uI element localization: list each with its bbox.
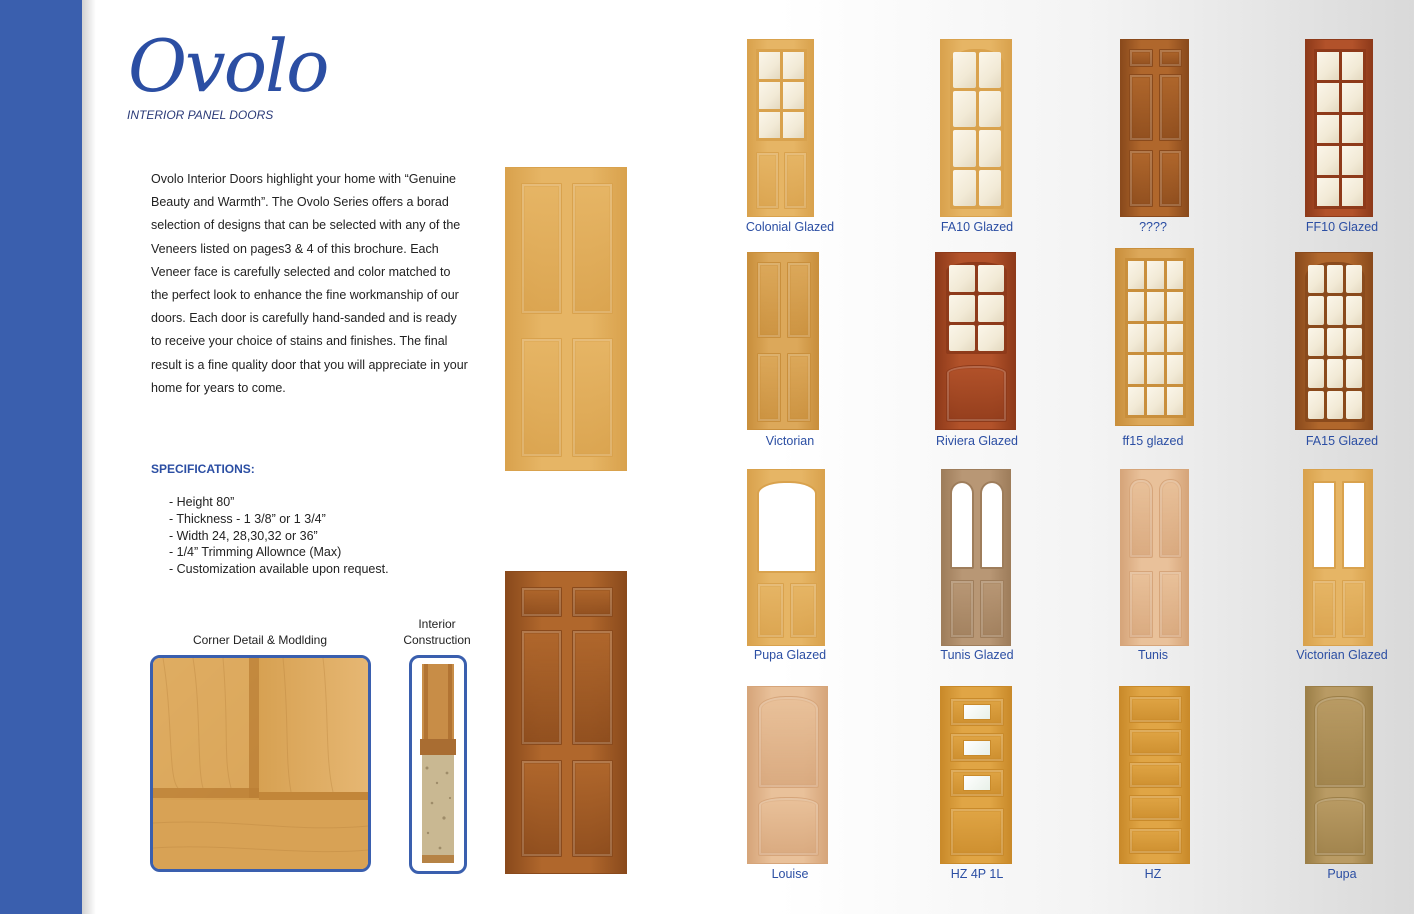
- glass-pane: [1308, 328, 1324, 356]
- door-label: Victorian Glazed: [1296, 648, 1388, 662]
- glass-pane: [1342, 52, 1364, 80]
- glass-pane: [1342, 83, 1364, 111]
- door-panel: [950, 580, 974, 638]
- glass-pane: [978, 325, 1004, 352]
- glass-pane: [1327, 359, 1343, 387]
- door-glass-grid: [1125, 258, 1186, 418]
- door-glass: [1312, 481, 1336, 570]
- door-panel: [758, 696, 819, 789]
- glass-pane: [1147, 292, 1163, 320]
- door-image: [747, 469, 825, 646]
- glass-pane: [759, 112, 780, 139]
- door-panel: [784, 152, 807, 209]
- door-image: [935, 252, 1016, 430]
- door-panel: [572, 760, 613, 857]
- door-label: FA10 Glazed: [940, 220, 1014, 234]
- glass-pane: [1346, 296, 1362, 324]
- door-panel: [1312, 580, 1336, 638]
- door-panel: [1129, 795, 1182, 822]
- spec-item: - Customization available upon request.: [169, 562, 389, 577]
- interior-label-line2: Construction: [403, 633, 471, 647]
- door-label: Tunis Glazed: [940, 648, 1014, 662]
- glass-pane: [1147, 261, 1163, 289]
- door-panel: [1159, 479, 1183, 559]
- glass-pane: [759, 52, 780, 79]
- door-image: [747, 39, 814, 217]
- door-label: Louise: [771, 867, 809, 881]
- door-image: [1305, 39, 1373, 217]
- door-glass: [757, 481, 817, 573]
- brand-subtitle: INTERIOR PANEL DOORS: [127, 108, 274, 122]
- door-panel: [1129, 74, 1153, 142]
- door-glass: [1342, 481, 1366, 570]
- glass-pane: [1308, 359, 1324, 387]
- construction-cross-section-graphic: [412, 658, 464, 871]
- door-label: Victorian: [765, 434, 815, 448]
- door-image: [1119, 686, 1190, 864]
- interior-construction-image: [409, 655, 467, 874]
- door-panel: [946, 365, 1007, 422]
- featured-door-six-panel: [505, 571, 627, 874]
- door-glass-grid: [1314, 49, 1366, 209]
- door-glass-grid: [950, 49, 1004, 209]
- glass-pane: [1128, 387, 1144, 415]
- door-glass: [963, 775, 992, 791]
- wood-corner-graphic: [153, 658, 368, 869]
- door-panel: [521, 587, 562, 617]
- interior-construction-label: [395, 616, 479, 648]
- specifications-heading: SPECIFICATIONS:: [151, 462, 255, 476]
- door-panel: [521, 630, 562, 745]
- glass-pane: [979, 170, 1002, 206]
- door-panel: [790, 583, 817, 638]
- glass-pane: [978, 265, 1004, 292]
- door-image: [940, 686, 1012, 864]
- door-label: HZ: [1144, 867, 1162, 881]
- door-label: Pupa Glazed: [753, 648, 827, 662]
- sidebar-shadow: [82, 0, 96, 914]
- glass-pane: [1308, 296, 1324, 324]
- door-panel: [950, 808, 1004, 856]
- specifications-list: [169, 494, 389, 578]
- door-image: [941, 469, 1011, 646]
- door-panel: [521, 338, 562, 457]
- spec-item: - 1/4” Trimming Allownce (Max): [169, 545, 342, 560]
- featured-door-four-panel: [505, 167, 627, 471]
- sidebar-band: [0, 0, 82, 914]
- glass-pane: [1317, 146, 1339, 174]
- door-panel: [1129, 571, 1153, 638]
- door-panel: [757, 262, 781, 339]
- glass-pane: [1342, 146, 1364, 174]
- glass-pane: [949, 265, 975, 292]
- door-panel: [572, 338, 613, 457]
- door-panel: [1129, 49, 1153, 67]
- glass-pane: [1346, 328, 1362, 356]
- door-image: [747, 686, 828, 864]
- door-image: [1295, 252, 1373, 430]
- glass-pane: [953, 52, 976, 88]
- door-label: FA15 Glazed: [1305, 434, 1379, 448]
- glass-pane: [1147, 387, 1163, 415]
- door-panel: [1314, 797, 1366, 856]
- door-glass-grid: [946, 262, 1007, 355]
- glass-pane: [979, 91, 1002, 127]
- glass-pane: [949, 325, 975, 352]
- glass-pane: [1128, 292, 1144, 320]
- corner-detail-image: [150, 655, 371, 872]
- door-image: [1303, 469, 1373, 646]
- brand-logo: Ovolo: [128, 24, 328, 108]
- glass-pane: [953, 170, 976, 206]
- door-panel: [1129, 696, 1182, 723]
- glass-pane: [1147, 324, 1163, 352]
- door-panel: [758, 797, 819, 856]
- door-label: ????: [1139, 220, 1167, 234]
- door-glass: [963, 740, 992, 756]
- door-panel: [1159, 571, 1183, 638]
- door-glass-grid: [1305, 262, 1365, 422]
- door-image: [1305, 686, 1373, 864]
- door-panel: [980, 580, 1004, 638]
- door-label: Colonial Glazed: [745, 220, 835, 234]
- glass-pane: [949, 295, 975, 322]
- glass-pane: [1317, 52, 1339, 80]
- glass-pane: [1167, 387, 1183, 415]
- glass-pane: [1342, 115, 1364, 143]
- glass-pane: [1346, 391, 1362, 419]
- door-image: [747, 252, 819, 430]
- door-panel: [572, 587, 613, 617]
- door-panel: [521, 760, 562, 857]
- glass-pane: [1167, 324, 1183, 352]
- door-image: [1120, 39, 1189, 217]
- door-image: [1115, 248, 1194, 426]
- door-glass-grid: [756, 49, 807, 142]
- glass-pane: [783, 82, 804, 109]
- door-label: FF10 Glazed: [1305, 220, 1379, 234]
- door-panel: [521, 183, 562, 314]
- door-label: Riviera Glazed: [936, 434, 1018, 448]
- door-panel: [1129, 479, 1153, 559]
- glass-pane: [1346, 265, 1362, 293]
- door-panel: [1129, 828, 1182, 855]
- spec-item: - Height 80”: [169, 495, 235, 509]
- door-panel: [787, 262, 811, 339]
- glass-pane: [1167, 261, 1183, 289]
- glass-pane: [953, 91, 976, 127]
- door-panel: [1129, 762, 1182, 789]
- door-panel: [1129, 150, 1153, 207]
- door-glass: [980, 481, 1004, 570]
- glass-pane: [1147, 355, 1163, 383]
- door-panel: [756, 152, 779, 209]
- glass-pane: [1346, 359, 1362, 387]
- door-image: [1120, 469, 1189, 646]
- glass-pane: [1327, 265, 1343, 293]
- door-label: Pupa: [1327, 867, 1357, 881]
- door-label: HZ 4P 1L: [950, 867, 1004, 881]
- glass-pane: [1327, 391, 1343, 419]
- glass-pane: [783, 52, 804, 79]
- glass-pane: [1167, 292, 1183, 320]
- glass-pane: [1317, 83, 1339, 111]
- door-panel: [1159, 74, 1183, 142]
- spec-item: - Thickness - 1 3/8” or 1 3/4”: [169, 511, 326, 526]
- description-paragraph: Ovolo Interior Doors highlight your home with “Genuine Beauty and Warmth”. The Ovolo Series offers a borad selection of designs that can be selected with any of the Veneers listed on pages3 & 4 of this brochure. Each Veneer face is carefully selected and color matched to the perfect look to enhance the fine workmanship of our doors. Each door is carefully hand-sanded and is ready to receive your choice of stains and finishes. The final result is a fine quality door that you will appreciate in your home for years to come.: [151, 172, 468, 395]
- door-glass: [963, 704, 992, 720]
- glass-pane: [1327, 328, 1343, 356]
- door-panel: [757, 583, 784, 638]
- door-glass: [950, 481, 974, 570]
- interior-label-line1: Interior: [418, 617, 456, 631]
- glass-pane: [953, 130, 976, 166]
- glass-pane: [1327, 296, 1343, 324]
- corner-detail-label: Corner Detail & Modlding: [192, 633, 328, 647]
- door-panel: [1342, 580, 1366, 638]
- door-label: Tunis: [1137, 648, 1169, 662]
- spec-item: - Width 24, 28,30,32 or 36”: [169, 528, 318, 543]
- door-panel: [757, 353, 781, 422]
- glass-pane: [1317, 115, 1339, 143]
- glass-pane: [1317, 178, 1339, 206]
- door-panel: [1159, 49, 1183, 67]
- glass-pane: [979, 52, 1002, 88]
- glass-pane: [1308, 265, 1324, 293]
- door-panel: [1129, 729, 1182, 756]
- glass-pane: [1308, 391, 1324, 419]
- glass-pane: [978, 295, 1004, 322]
- door-label: ff15 glazed: [1122, 434, 1184, 448]
- glass-pane: [979, 130, 1002, 166]
- glass-pane: [783, 112, 804, 139]
- glass-pane: [1128, 355, 1144, 383]
- glass-pane: [1342, 178, 1364, 206]
- glass-pane: [1167, 355, 1183, 383]
- glass-pane: [759, 82, 780, 109]
- door-image: [940, 39, 1012, 217]
- glass-pane: [1128, 324, 1144, 352]
- door-panel: [787, 353, 811, 422]
- door-panel: [1314, 696, 1366, 789]
- door-panel: [1159, 150, 1183, 207]
- glass-pane: [1128, 261, 1144, 289]
- door-panel: [572, 183, 613, 314]
- door-panel: [572, 630, 613, 745]
